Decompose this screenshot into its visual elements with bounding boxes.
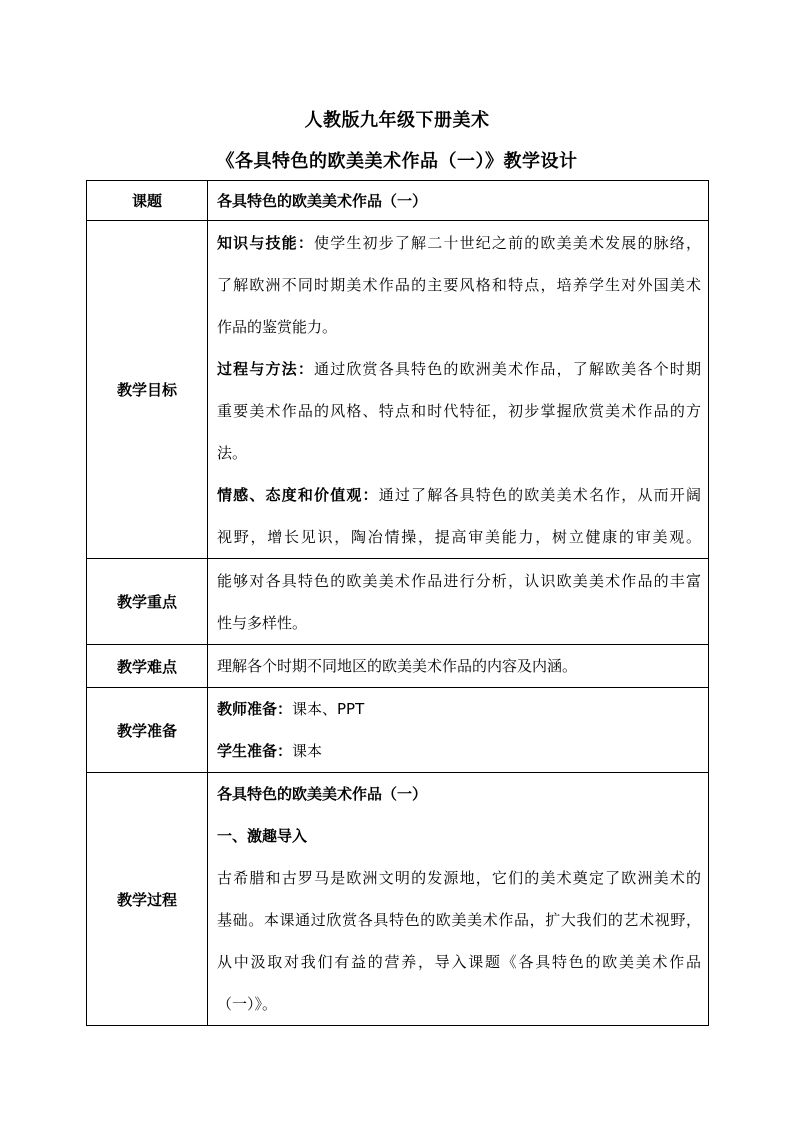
table-row-key-points <box>87 559 709 645</box>
key-points-line: 能够对各具特色的欧美美术作品进行分析，认识欧美美术作品的丰富 <box>217 571 701 590</box>
topic-value: 各具特色的欧美美术作品（一） <box>217 192 428 210</box>
emotion-text: 通过了解各具特色的欧美美术名作，从而开阔 <box>378 485 701 504</box>
student-prep-heading: 学生准备： <box>217 742 293 760</box>
table-row-objectives <box>87 221 709 559</box>
objective-line: 法。 <box>217 443 248 462</box>
value-objectives <box>208 221 709 559</box>
teacher-prep-value: 课本、PPT <box>292 700 365 718</box>
process-section: 一、激趣导入 <box>217 827 308 845</box>
emotion-heading: 情感、态度和价值观： <box>217 485 379 504</box>
document-title: 人教版九年级下册美术 <box>304 110 490 131</box>
objective-line: 了解欧洲不同时期美术作品的主要风格和特点，培养学生对外国美术 <box>217 275 701 294</box>
difficulties-line: 理解各个时期不同地区的欧美美术作品的内容及内涵。 <box>217 657 578 675</box>
objective-line <box>217 222 701 264</box>
teacher-prep-line <box>217 688 701 730</box>
value-key-points <box>208 559 709 645</box>
table-row-preparation <box>87 688 709 773</box>
process-heading-line <box>217 773 701 815</box>
knowledge-heading: 知识与技能： <box>217 233 315 252</box>
process-text: 通过欣赏各具特色的欧洲美术作品，了解欧美各个时期 <box>314 359 701 378</box>
value-topic <box>208 181 709 221</box>
value-difficulties <box>208 645 709 688</box>
label-preparation: 教学准备 <box>87 688 208 773</box>
objective-line <box>217 348 701 390</box>
process-line: 从中汲取对我们有益的营养，导入课题《各具特色的欧美美术作品 <box>217 953 701 971</box>
student-prep-line <box>217 730 701 772</box>
process-line: 古希腊和古罗马是欧洲文明的发源地，它们的美术奠定了欧洲美术的 <box>217 869 701 887</box>
table-row-topic <box>87 181 709 221</box>
label-key-points: 教学重点 <box>87 559 208 645</box>
process-heading: 过程与方法： <box>217 359 315 378</box>
process-heading: 各具特色的欧美美术作品（一） <box>217 785 428 803</box>
process-section-line <box>217 815 701 857</box>
document-subtitle: 《各具特色的欧美美术作品（一）》教学设计 <box>216 151 578 172</box>
objective-line: 视野，增长见识，陶冶情操，提高审美能力，树立健康的审美观。 <box>217 527 701 546</box>
teacher-prep-heading: 教师准备： <box>217 700 293 718</box>
lesson-plan-table <box>86 180 709 1026</box>
objective-line: 重要美术作品的风格、特点和时代特征，初步掌握欣赏美术作品的方 <box>217 401 701 420</box>
value-process <box>208 773 709 1026</box>
label-process: 教学过程 <box>87 773 208 1026</box>
key-points-line: 性与多样性。 <box>217 613 308 632</box>
value-preparation <box>208 688 709 773</box>
table-row-difficulties <box>87 645 709 688</box>
label-objectives: 教学目标 <box>87 221 208 559</box>
objective-line: 作品的鉴赏能力。 <box>217 317 338 336</box>
process-line: 基础。本课通过欣赏各具特色的欧美美术作品，扩大我们的艺术视野， <box>217 911 701 929</box>
process-line: （一）》。 <box>217 995 278 1013</box>
knowledge-text: 使学生初步了解二十世纪之前的欧美美术发展的脉络， <box>314 233 701 252</box>
label-difficulties: 教学难点 <box>87 645 208 688</box>
objective-line <box>217 474 701 516</box>
label-topic: 课题 <box>87 181 208 221</box>
student-prep-value: 课本 <box>292 742 323 760</box>
table-row-process <box>87 773 709 1026</box>
